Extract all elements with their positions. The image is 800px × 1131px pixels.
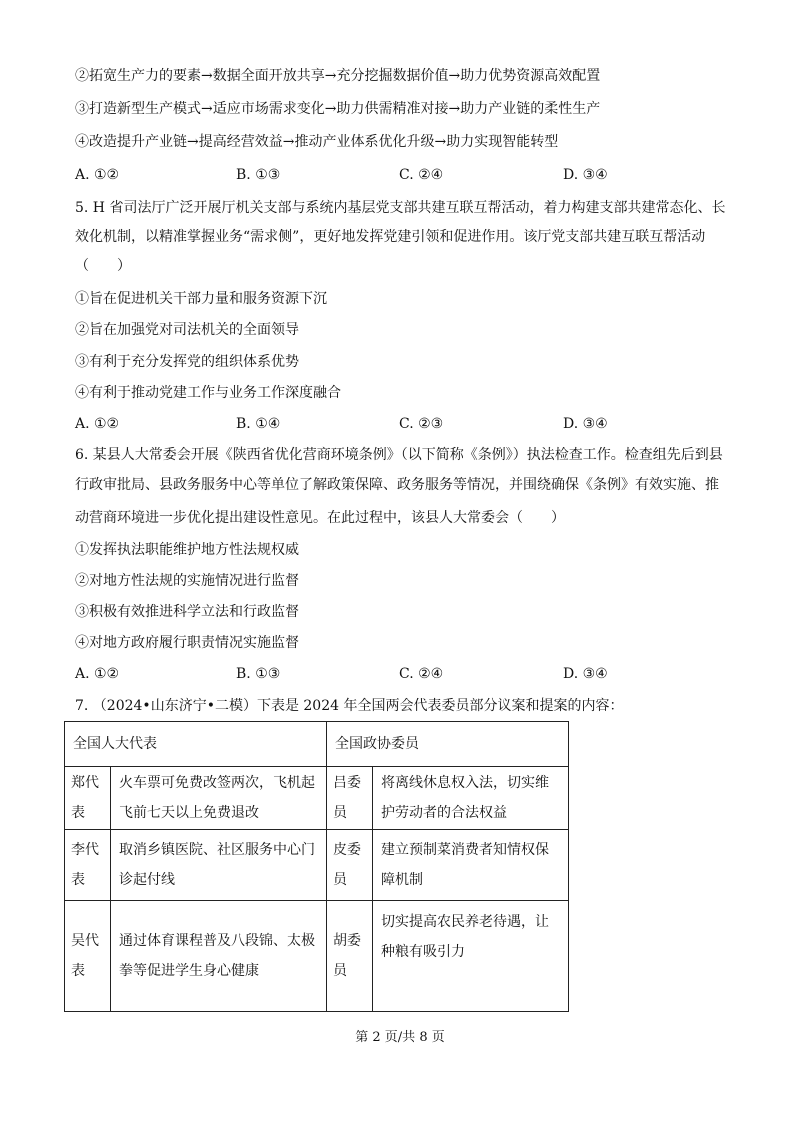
- q6-stem-line-1: 6. 某县人大常委会开展《陕西省优化营商环境条例》（以下简称《条例》）执法检查工作。检查组先后到县: [75, 447, 723, 463]
- q5-option-b[interactable]: B. ①④: [236, 416, 281, 432]
- q6-options: [75, 664, 635, 684]
- deputy-proposal: 火车票可免费改签两次，飞机起飞前七天以上免费退改: [111, 767, 327, 830]
- q5-options: [75, 414, 635, 434]
- member-proposal: 建立预制菜消费者知情权保障机制: [373, 830, 569, 901]
- q5-stem-line-3: （ ）: [75, 258, 131, 274]
- table-row: [65, 767, 569, 830]
- q4-item-2: ②拓宽生产力的要素→数据全面开放共享→充分挖掘数据价值→助力优势资源高效配置: [75, 68, 601, 84]
- table-header-row: [65, 722, 569, 767]
- q6-item-1: ①发挥执法职能维护地方性法规权威: [75, 542, 299, 558]
- q6-option-b[interactable]: B. ①③: [236, 666, 281, 682]
- table-header-members: 全国政协委员: [327, 722, 569, 767]
- deputy-proposal: 通过体育课程普及八段锦、太极拳等促进学生身心健康: [111, 901, 327, 1012]
- q5-stem-line-2: 效化机制，以精准掌握业务“需求侧”，更好地发挥党建引领和促进作用。该厅党支部共建互联互帮活动: [75, 229, 706, 245]
- q6-option-d[interactable]: D. ③④: [563, 666, 608, 682]
- member-name: 皮委员: [327, 830, 373, 901]
- q6-stem-line-2: 行政审批局、县政务服务中心等单位了解政策保障、政务服务等情况，并围绕确保《条例》有效实施、推: [75, 477, 719, 493]
- page-footer: 第 2 页/共 8 页: [355, 1030, 445, 1045]
- member-name: 胡委员: [327, 901, 373, 1012]
- deputy-name: 李代表: [65, 830, 111, 901]
- deputy-proposal: 取消乡镇医院、社区服务中心门诊起付线: [111, 830, 327, 901]
- table-row: [65, 901, 569, 1012]
- q4-option-d[interactable]: D. ③④: [563, 167, 608, 183]
- q6-option-c[interactable]: C. ②④: [399, 666, 444, 682]
- table-row: [65, 830, 569, 901]
- q6-option-a[interactable]: A. ①②: [75, 666, 120, 682]
- q5-option-a[interactable]: A. ①②: [75, 416, 120, 432]
- member-proposal: 切实提高农民养老待遇，让种粮有吸引力: [373, 901, 569, 1012]
- q4-option-a[interactable]: A. ①②: [75, 167, 120, 183]
- q7-stem: 7. （2024•山东济宁•二模）下表是 2024 年全国两会代表委员部分议案和提案的内容：: [75, 698, 624, 714]
- q5-item-3: ③有利于充分发挥党的组织体系优势: [75, 354, 299, 370]
- q5-item-2: ②旨在加强党对司法机关的全面领导: [75, 322, 299, 338]
- member-name: 吕委员: [327, 767, 373, 830]
- q6-item-4: ④对地方政府履行职责情况实施监督: [75, 635, 299, 651]
- member-proposal: 将离线休息权入法，切实维护劳动者的合法权益: [373, 767, 569, 830]
- q5-item-4: ④有利于推动党建工作与业务工作深度融合: [75, 385, 341, 401]
- q5-stem-line-1: 5. H 省司法厅广泛开展厅机关支部与系统内基层党支部共建互联互帮活动，着力构建支部共建常态化、长: [75, 200, 726, 216]
- deputy-name: 郑代表: [65, 767, 111, 830]
- table-header-deputies: 全国人大代表: [65, 722, 327, 767]
- q4-options: [75, 165, 635, 185]
- q5-option-c[interactable]: C. ②③: [399, 416, 444, 432]
- q6-item-3: ③积极有效推进科学立法和行政监督: [75, 604, 299, 620]
- q5-item-1: ①旨在促进机关干部力量和服务资源下沉: [75, 291, 327, 307]
- q6-item-2: ②对地方性法规的实施情况进行监督: [75, 573, 299, 589]
- q4-item-3: ③打造新型生产模式→适应市场需求变化→助力供需精准对接→助力产业链的柔性生产: [75, 101, 601, 117]
- proposal-table: [64, 721, 569, 1012]
- q4-item-4: ④改造提升产业链→提高经营效益→推动产业体系优化升级→助力实现智能转型: [75, 134, 559, 150]
- q6-stem-line-3: 动营商环境进一步优化提出建设性意见。在此过程中，该县人大常委会（ ）: [75, 510, 565, 526]
- q5-option-d[interactable]: D. ③④: [563, 416, 608, 432]
- q4-option-c[interactable]: C. ②④: [399, 167, 444, 183]
- deputy-name: 吴代表: [65, 901, 111, 1012]
- q4-option-b[interactable]: B. ①③: [236, 167, 281, 183]
